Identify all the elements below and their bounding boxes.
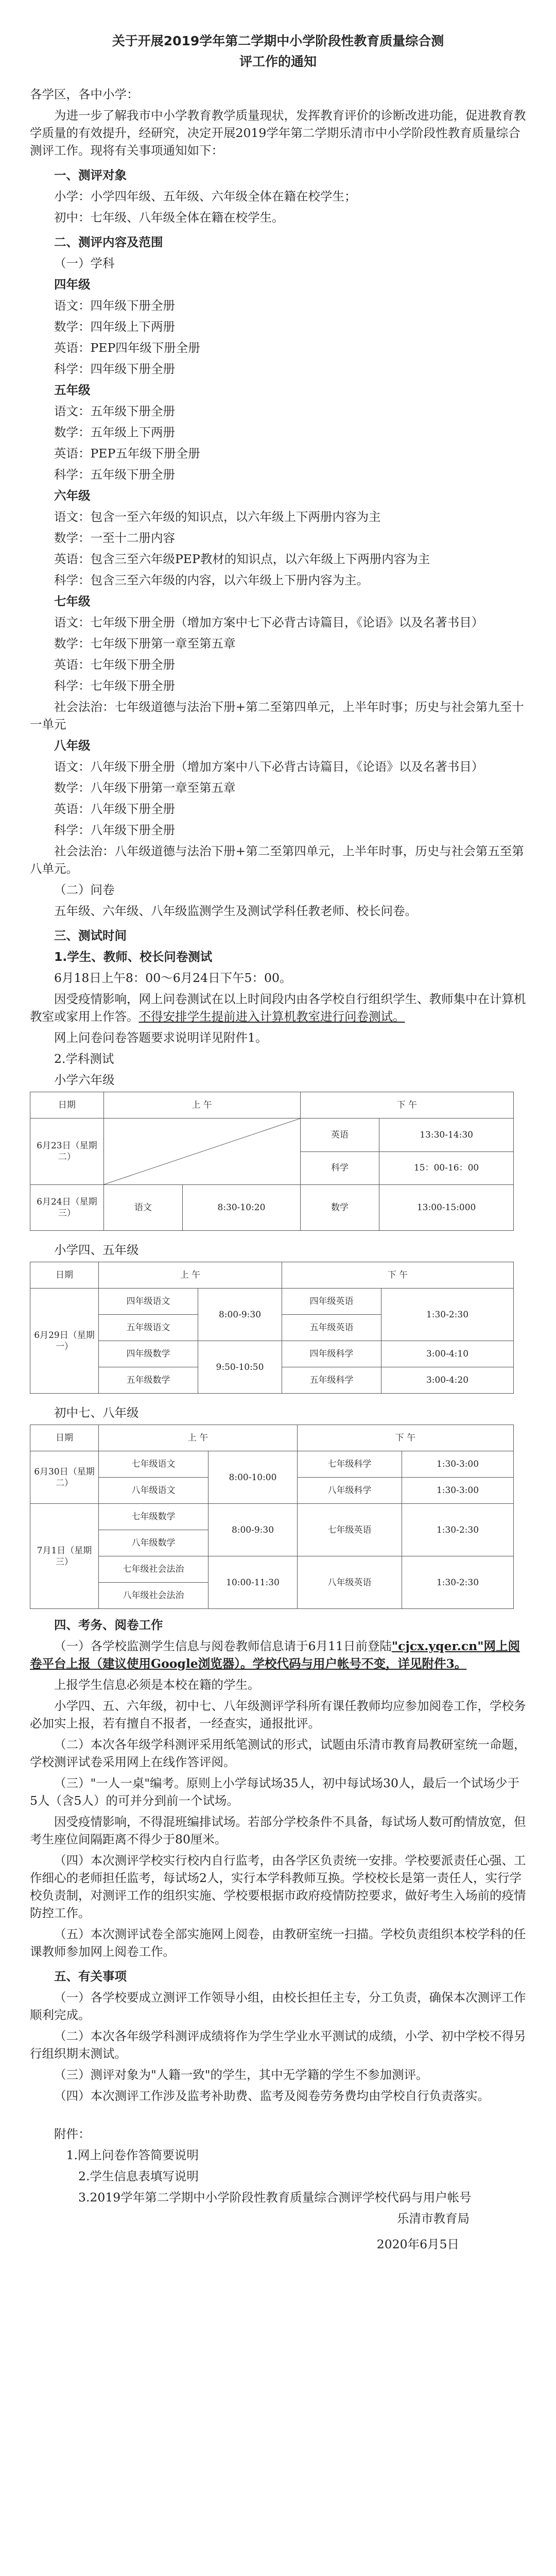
date: 2020年6月5日: [376, 2237, 459, 2251]
s2-sub2-text: 五年级、六年级、八年级监测学生及测试学科任教老师、校长问卷。: [54, 904, 417, 918]
time-cell: 3:00-4:20: [381, 1367, 514, 1394]
grade-6-label: 六年级: [54, 488, 91, 503]
time-cell: 8:00-9:30: [208, 1504, 298, 1556]
time-cell: 1:30-2:30: [402, 1504, 514, 1556]
s3-note-underlined: 不得安排学生提前进入计算机教室进行问卷测试。: [138, 1009, 405, 1024]
s3-note: [30, 990, 526, 1025]
th-pm: 下 午: [298, 1425, 514, 1451]
date-cell: 6月24日（星期三）: [30, 1185, 104, 1231]
table-1-caption: 小学六年级: [54, 1073, 115, 1087]
s3-sub1: 1.学生、教师、校长问卷测试: [54, 950, 213, 964]
empty-slash-cell: [103, 1118, 300, 1185]
grade-6-item: 语文：包含一至六年级的知识点，以六年级上下两册内容为主: [54, 510, 381, 524]
date-cell: 6月23日（星期二）: [30, 1118, 104, 1185]
attachment-item: 1.网上问卷作答简要说明: [66, 2148, 199, 2162]
title-line-2: 评工作的通知: [239, 54, 317, 69]
th-date: 日期: [30, 1092, 104, 1118]
subject-cell: 语文: [103, 1185, 182, 1231]
grade-4-item: 科学：四年级下册全册: [54, 362, 175, 376]
subject-cell: 八年级语文: [99, 1478, 208, 1504]
grade-8-item: 语文：八年级下册全册（增加方案中八下必背古诗篇目，《论语》以及名著书目）: [54, 759, 484, 774]
subject-cell: 七年级英语: [298, 1504, 402, 1556]
grade-7-item: 科学：七年级下册全册: [54, 679, 175, 693]
s5-p4: （四）本次测评工作涉及监考补助费、监考及阅卷劳务费均由学校自行负责落实。: [54, 2089, 490, 2103]
grade-4-item: 英语：PEP四年级下册全册: [54, 341, 200, 355]
th-pm: 下 午: [300, 1092, 513, 1118]
subject-cell: 五年级数学: [99, 1367, 198, 1394]
s2-sub2: （二）问卷: [54, 883, 115, 897]
s3-attachment-ref: 网上问卷问卷答题要求说明详见附件1。: [54, 1030, 268, 1045]
attachments-label: 附件：: [54, 2127, 91, 2141]
time-cell: 1:30-2:30: [381, 1289, 514, 1341]
th-am: 上 午: [99, 1262, 282, 1289]
s5-p3: （三）测评对象为"人籍一致"的学生，其中无学籍的学生不参加测评。: [54, 2067, 428, 2082]
subject-cell: 数学: [300, 1185, 379, 1231]
grade-7-item: 数学：七年级下册第一章至第五章: [54, 636, 236, 651]
subject-cell: 七年级数学: [99, 1504, 208, 1530]
s4-p7: （四）本次测评学校实行校内自行监考，由各学区负责统一安排。学校要派责任心强、工作细心的老师担任监考，每试场2人，实行本学科教师互换。学校校长是第一责任人，实行学校负责制，对测评工作的组织实施、学校要根据市政府疫情防控要求，做好考生入场前的疫情防控工作。: [30, 1853, 526, 1920]
th-date: 日期: [30, 1425, 99, 1451]
grade-5-item: 英语：PEP五年级下册全册: [54, 446, 200, 461]
section-2-heading: 二、测评内容及范围: [54, 235, 163, 249]
grade-4-item: 数学：四年级上下两册: [54, 319, 175, 334]
subject-cell: 四年级数学: [99, 1341, 198, 1367]
s4-p1-text: （一）各学校监测学生信息与阅卷教师信息请于6月11日前登陆: [54, 1639, 392, 1653]
section-1-heading: 一、测评对象: [54, 168, 127, 182]
s1-junior: 初中：七年级、八年级全体在籍在校学生。: [54, 210, 284, 225]
subject-cell: 七年级社会法治: [99, 1556, 208, 1583]
s1-primary: 小学：小学四年级、五年级、六年级全体在籍在校学生；: [54, 189, 357, 204]
s4-p2: 上报学生信息必须是本校在籍的学生。: [54, 1677, 260, 1692]
date-cell: 6月30日（星期二）: [30, 1451, 99, 1504]
grade-8-item: 社会法治：八年级道德与法治下册+第二至第四单元，上半年时事，历史与社会第五至第八单元。: [30, 844, 524, 876]
s5-p2: （二）本次各年级学科测评成绩将作为学生学业水平测试的成绩，小学、初中学校不得另行组织期末测试。: [30, 2029, 526, 2061]
time-cell: 13:00-15:000: [379, 1185, 514, 1231]
attachment-item: 2.学生信息表填写说明: [78, 2169, 199, 2183]
s2-sub1: （一）学科: [54, 256, 115, 270]
s3-time: 6月18日上午8：00～6月24日下午5：00。: [54, 971, 292, 985]
time-cell: 15：00-16：00: [379, 1151, 514, 1185]
subject-cell: 四年级科学: [282, 1341, 381, 1367]
grade-8-label: 八年级: [54, 738, 91, 753]
grade-5-item: 科学：五年级下册全册: [54, 467, 175, 482]
grade-6-item: 数学：一至十二册内容: [54, 531, 175, 545]
subject-cell: 科学: [300, 1151, 379, 1185]
grade-8-item: 数学：八年级下册第一章至第五章: [54, 781, 236, 795]
grade-6-item: 英语：包含三至六年级PEP教材的知识点，以六年级上下两册内容为主: [54, 552, 430, 566]
time-cell: 10:00-11:30: [208, 1556, 298, 1609]
subject-cell: 七年级语文: [99, 1451, 208, 1478]
diagonal-line: [104, 1118, 300, 1184]
schedule-table-grade-4-5: [30, 1262, 514, 1394]
time-cell: 9:50-10:50: [198, 1341, 282, 1394]
time-cell: 3:00-4:10: [381, 1341, 514, 1367]
subject-cell: 四年级语文: [99, 1289, 198, 1315]
s4-p3: 小学四、五、六年级，初中七、八年级测评学科所有课任教师均应参加阅卷工作，学校务必加实上报，若有擅自不报者，一经查实，通报批评。: [30, 1699, 526, 1731]
s3-note-text: 因受疫情影响，网上问卷测试在以上时间段内由各学校自行组织学生、教师集中在计算机教室或家用上作答。: [30, 992, 526, 1024]
grade-5-item: 语文：五年级下册全册: [54, 404, 175, 418]
date-cell: 7月1日（星期三）: [30, 1504, 99, 1609]
grade-5-label: 五年级: [54, 383, 91, 397]
time-cell: 8:00-10:00: [208, 1451, 298, 1504]
document-body: [30, 31, 526, 2257]
table-2-caption: 小学四、五年级: [54, 1243, 139, 1257]
s4-p1-link: "cjcx.yqer.cn"网上阅卷平台上报（建议使用Google浏览器）。学校代码与用户帐号不变，详见附件3。: [30, 1639, 520, 1671]
subject-cell: 英语: [300, 1118, 379, 1152]
grade-5-item: 数学：五年级上下两册: [54, 425, 175, 439]
document-title: [30, 31, 526, 72]
signature: 乐清市教育局: [397, 2211, 470, 2226]
section-3-heading: 三、测试时间: [54, 928, 127, 943]
grade-7-label: 七年级: [54, 594, 91, 608]
th-pm: 下 午: [282, 1262, 514, 1289]
grade-7-item: 社会法治：七年级道德与法治下册+第二至第四单元，上半年时事；历史与社会第九至十一单元: [30, 700, 524, 732]
grade-8-item: 科学：八年级下册全册: [54, 823, 175, 837]
subject-cell: 五年级英语: [282, 1315, 381, 1341]
intro-paragraph: 为进一步了解我市中小学教育教学质量现状，发挥教育评价的诊断改进功能，促进教育教学质量的有效提升，经研究，决定开展2019学年第二学期乐清市中小学阶段性教育质量综合测评工作。现将有关事项通知如下：: [30, 108, 526, 158]
subject-cell: 八年级社会法治: [99, 1583, 208, 1609]
s4-p8: （五）本次测评试卷全部实施网上阅卷，由教研室统一扫描。学校负责组织本校学科的任课教师参加网上阅卷工作。: [30, 1927, 526, 1959]
time-cell: 1:30-2:30: [402, 1556, 514, 1609]
s4-p5: （三）"一人一桌"编考。原则上小学每试场35人，初中每试场30人，最后一个试场少于5人（含5人）的可并分到前一个试场。: [30, 1776, 519, 1808]
grade-4-label: 四年级: [54, 277, 91, 292]
s4-p6: 因受疫情影响，不得混班编排试场。若部分学校条件不具备，每试场人数可酌情放宽，但考生座位间隔距离不得少于80厘米。: [30, 1815, 526, 1846]
schedule-table-grade-6: [30, 1092, 514, 1231]
th-am: 上 午: [103, 1092, 300, 1118]
subject-cell: 八年级英语: [298, 1556, 402, 1609]
time-cell: 1:30-3:00: [402, 1451, 514, 1478]
grade-8-item: 英语：八年级下册全册: [54, 802, 175, 816]
th-date: 日期: [30, 1262, 99, 1289]
subject-cell: 四年级英语: [282, 1289, 381, 1315]
attachment-item: 3.2019学年第二学期中小学阶段性教育质量综合测评学校代码与用户帐号: [78, 2190, 472, 2205]
date-cell: 6月29日（星期一）: [30, 1289, 99, 1394]
subject-cell: 八年级科学: [298, 1478, 402, 1504]
s3-sub2: 2.学科测试: [54, 1052, 114, 1066]
time-cell: 8:00-9:30: [198, 1289, 282, 1341]
subject-cell: 五年级科学: [282, 1367, 381, 1394]
s4-p4: （二）本次各年级学科测评采用纸笔测试的形式，试题由乐清市教育局教研室统一命题，学校测评试卷采用网上在线作答评阅。: [30, 1737, 526, 1769]
grade-7-item: 语文：七年级下册全册（增加方案中七下必背古诗篇目，《论语》以及名著书目）: [54, 615, 484, 630]
section-5-heading: 五、有关事项: [54, 1969, 127, 1984]
subject-cell: 八年级数学: [99, 1530, 208, 1556]
subject-cell: 五年级语文: [99, 1315, 198, 1341]
salutation: 各学区，各中小学：: [30, 87, 139, 101]
grade-6-item: 科学：包含三至六年级的内容，以六年级上下册内容为主。: [54, 573, 369, 587]
grade-7-item: 英语：七年级下册全册: [54, 657, 175, 672]
title-line-1: 关于开展2019学年第二学期中小学阶段性教育质量综合测: [112, 33, 444, 48]
subject-cell: 七年级科学: [298, 1451, 402, 1478]
grade-4-item: 语文：四年级下册全册: [54, 298, 175, 313]
time-cell: 8:30-10:20: [183, 1185, 301, 1231]
time-cell: 1:30-3:00: [402, 1478, 514, 1504]
table-3-caption: 初中七、八年级: [54, 1405, 139, 1420]
schedule-table-grade-7-8: [30, 1425, 514, 1609]
s4-p1: [30, 1637, 526, 1672]
s5-p1: （一）各学校要成立测评工作领导小组，由校长担任主专，分工负责，确保本次测评工作顺利完成。: [30, 1990, 526, 2022]
time-cell: 13:30-14:30: [379, 1118, 514, 1152]
th-am: 上 午: [99, 1425, 298, 1451]
section-4-heading: 四、考务、阅卷工作: [54, 1618, 163, 1632]
